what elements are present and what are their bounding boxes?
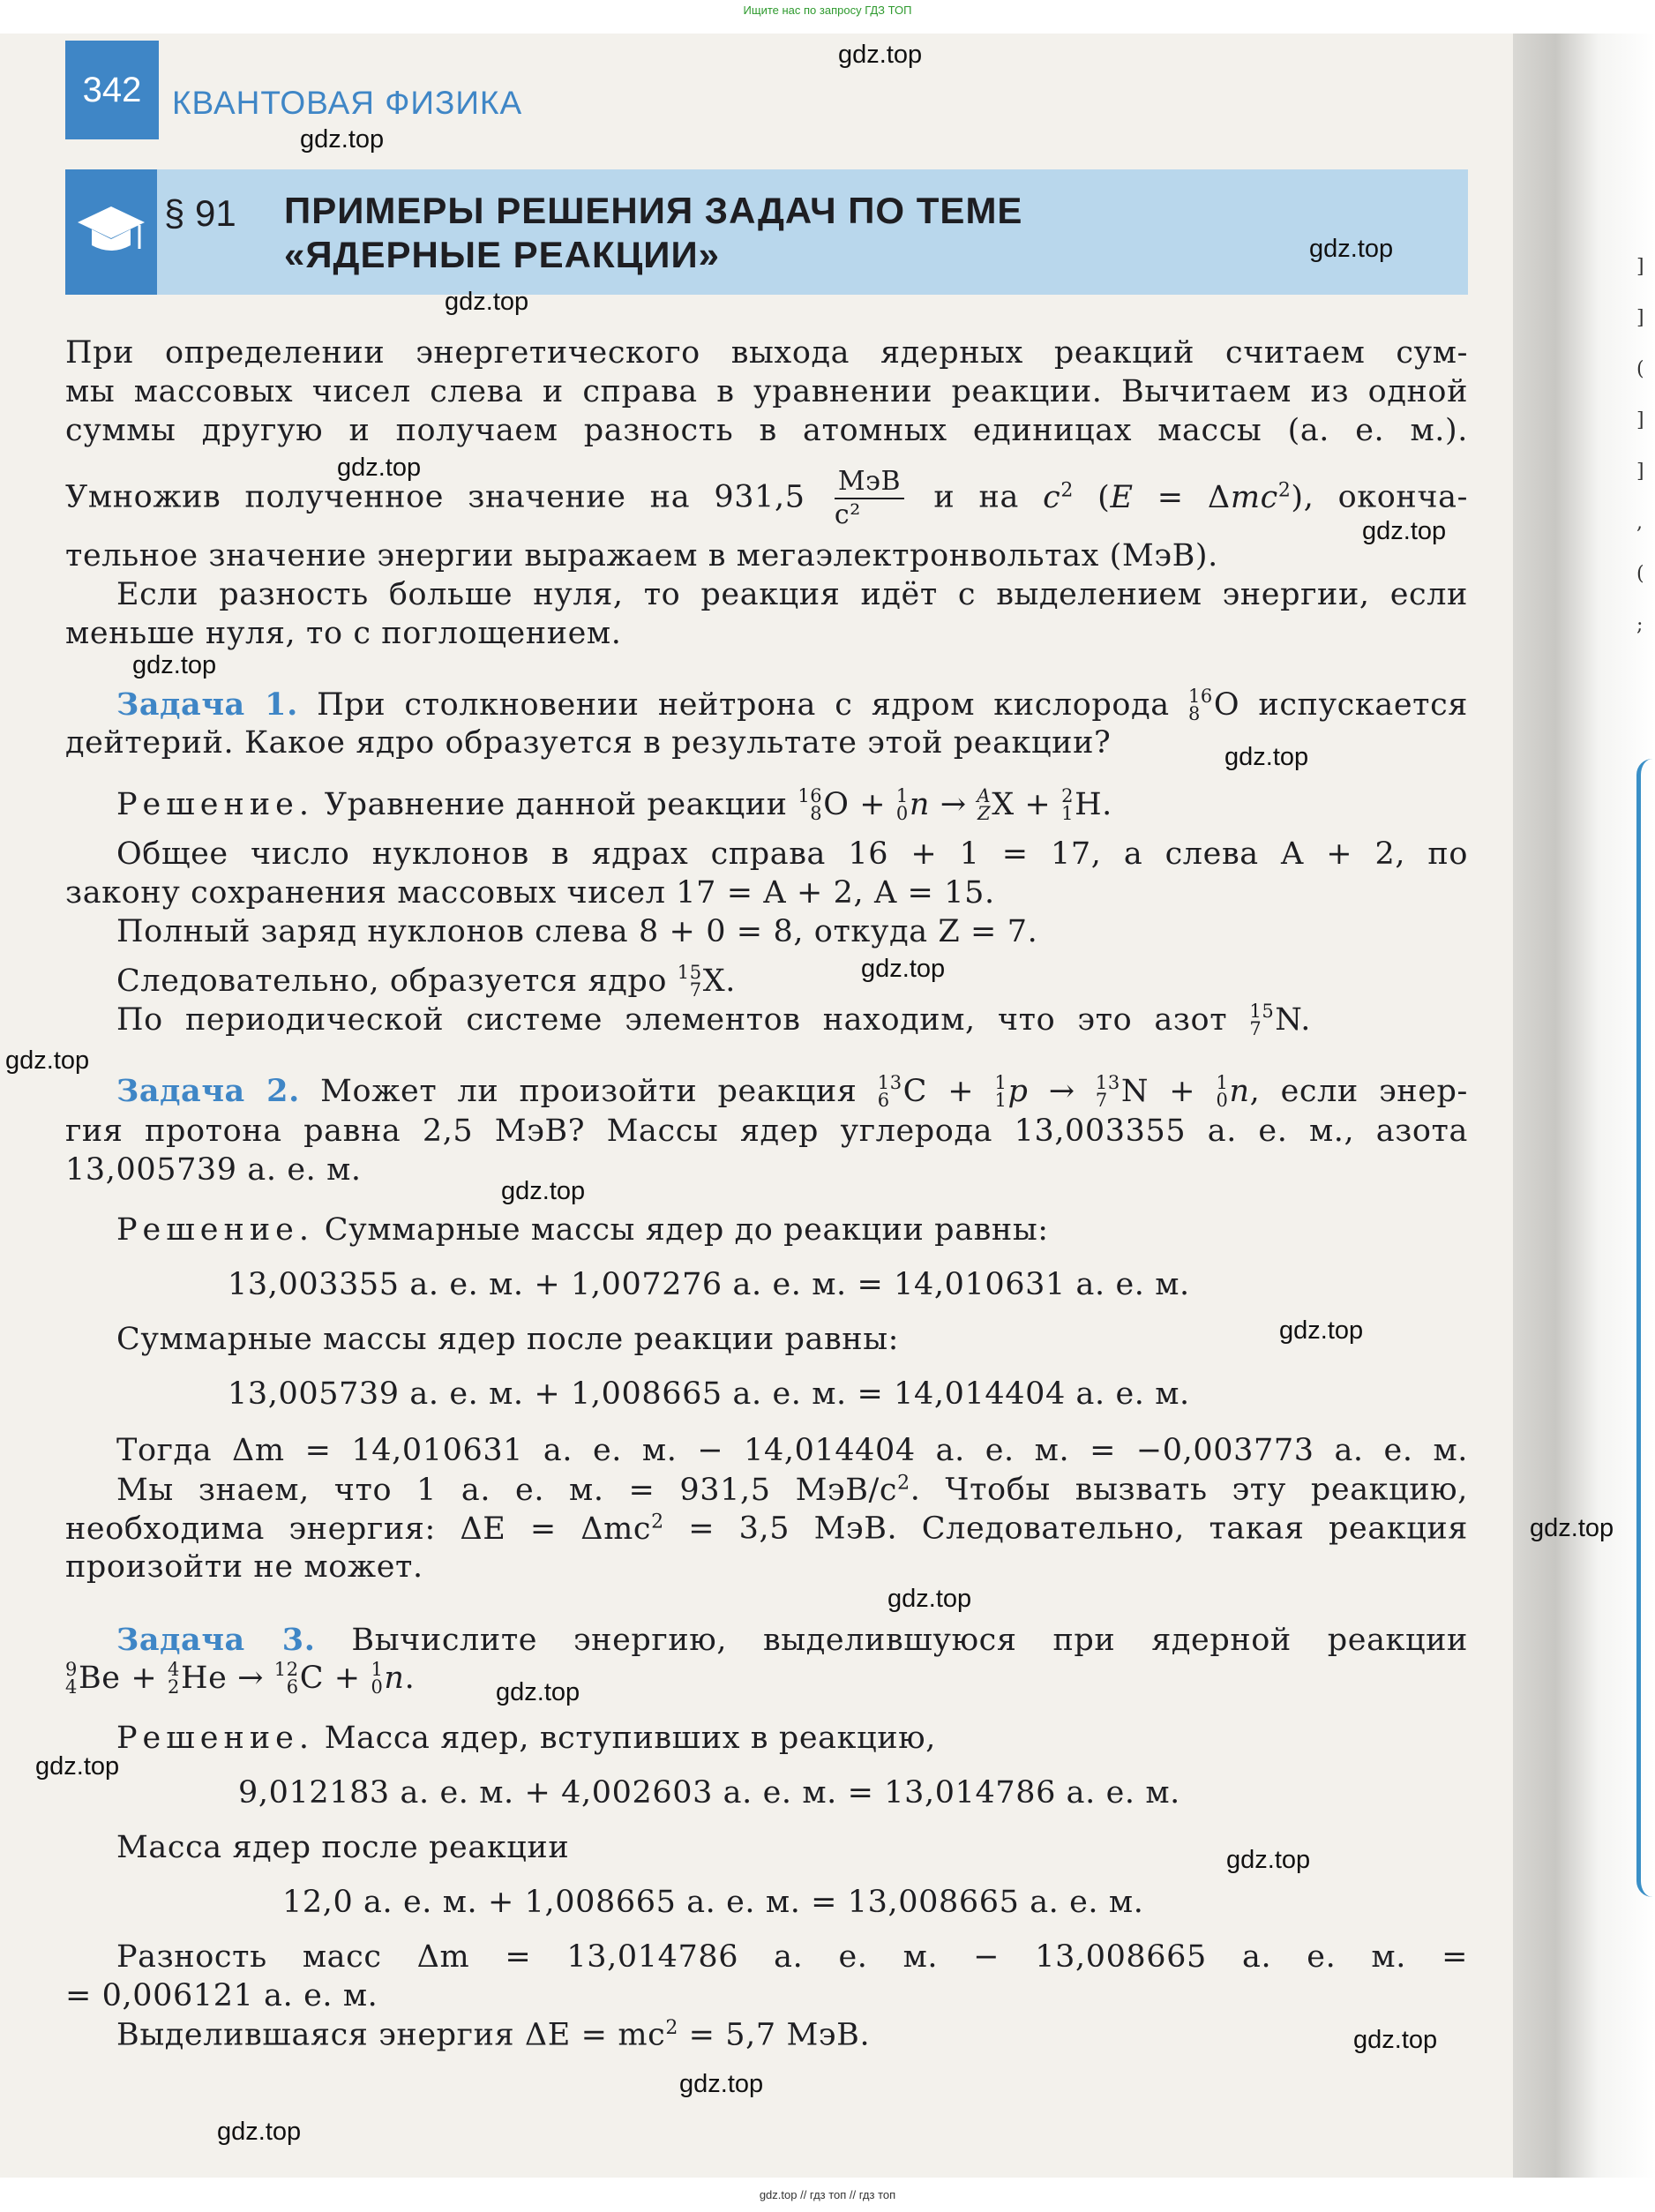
- task2-text-end: если энер-: [1280, 1074, 1468, 1109]
- task3-sol-line-3: Разность масс Δm = 13,014786 а. е. м. − 13,008665 а. е. м. =: [116, 1939, 1468, 1975]
- intro-line-4-start: Умножив полученное значение на 931,5: [65, 479, 805, 515]
- chapter-title: КВАНТОВАЯ ФИЗИКА: [172, 85, 523, 121]
- task2-sol-line-5: [65, 1511, 1468, 1547]
- intro-line-4-end: , оконча-: [1303, 479, 1468, 515]
- task3-sol-line-5-end: = 5,7 МэВ.: [678, 2017, 871, 2053]
- intro-line-1: При определении энергетического выхода ядерных реакций считаем сум-: [65, 335, 1468, 371]
- task2-sol-line-6: произойти не может.: [65, 1549, 423, 1585]
- bottom-banner[interactable]: gdz.top // гдз топ // гдз топ: [759, 2188, 896, 2201]
- watermark: gdz.top: [679, 2070, 764, 2098]
- watermark: gdz.top: [861, 955, 946, 983]
- fraction-numerator: МэВ: [835, 466, 904, 499]
- watermark: gdz.top: [5, 1046, 90, 1075]
- watermark: gdz.top: [1362, 517, 1447, 545]
- task2-line-2: гия протона равна 2,5 МэВ? Массы ядер углерода 13,003355 а. е. м., азота: [65, 1113, 1468, 1149]
- watermark: gdz.top: [1353, 2026, 1438, 2054]
- task1-text-end: испускается: [1258, 687, 1468, 723]
- intro-line-5: тельное значение энергии выражаем в мегаэлектронвольтах (МэВ).: [65, 538, 1218, 574]
- task1-sol-line-1: Общее число нуклонов в ядрах справа 16 + 1 = 17, а слева A + 2, по: [116, 836, 1468, 872]
- task3-solution-text: Масса ядер, вступивших в реакцию,: [324, 1721, 936, 1756]
- fraction-denominator: c²: [834, 499, 861, 530]
- watermark: gdz.top: [838, 41, 923, 69]
- watermark: gdz.top: [132, 651, 217, 679]
- task2-text: Может ли произойти реакция: [320, 1074, 857, 1109]
- task3-equation-1: 9,012183 а. е. м. + 4,002603 а. е. м. = 13,014786 а. е. м.: [238, 1775, 1180, 1811]
- task2-equation-1: 13,003355 а. е. м. + 1,007276 а. е. м. = 14,010631 а. е. м.: [228, 1267, 1190, 1302]
- task1-sol-line-4: [116, 961, 736, 1001]
- task2-equation-2: 13,005739 а. е. м. + 1,008665 а. е. м. = 14,014404 а. е. м.: [228, 1376, 1190, 1412]
- task3-equation-2: 12,0 а. е. м. + 1,008665 а. е. м. = 13,008665 а. е. м.: [282, 1885, 1144, 1920]
- task1-sol-line-4-text: Следовательно, образуется ядро: [116, 964, 668, 999]
- intro-line-2: мы массовых чисел слева и справа в уравнении реакции. Вычитаем из одной: [65, 374, 1468, 409]
- watermark: gdz.top: [1224, 743, 1309, 771]
- task3-line-1: [116, 1622, 1468, 1658]
- task3-solution-line: [116, 1721, 936, 1756]
- task2-solution-label: Решение.: [116, 1212, 315, 1248]
- watermark: gdz.top: [1309, 235, 1394, 263]
- task2-sol-line-5-end: = 3,5 МэВ. Следовательно, такая реакция: [663, 1511, 1468, 1547]
- task2-sol-line-4-end: . Чтобы вызвать эту реакцию,: [910, 1472, 1468, 1508]
- task1-sol-line-5-text: По периодической системе элементов находим, что это азот: [116, 1002, 1228, 1038]
- page-number: 342: [65, 41, 159, 139]
- watermark: gdz.top: [1279, 1316, 1364, 1345]
- section-number: § 91: [164, 192, 236, 234]
- task1-solution-text: Уравнение данной реакции: [324, 787, 788, 822]
- intro-line-3: суммы другую и получаем разность в атомных единицах массы (а. е. м.).: [65, 413, 1468, 448]
- watermark: gdz.top: [337, 454, 422, 482]
- task3-sol-line-2: Масса ядер после реакции: [116, 1830, 570, 1865]
- task3-text: Вычислите энергию, выделившуюся при ядерной реакции: [351, 1623, 1468, 1658]
- section-title-line1: ПРИМЕРЫ РЕШЕНИЯ ЗАДАЧ ПО ТЕМЕ: [284, 190, 1023, 231]
- task3-label: Задача 3.: [116, 1622, 316, 1658]
- task2-solution-text: Суммарные массы ядер до реакции равны:: [324, 1212, 1049, 1248]
- watermark: gdz.top: [1226, 1846, 1311, 1874]
- oxygen-16-nucleus: 16 8 O: [1187, 685, 1240, 724]
- task2-sol-line-5-start: необходима энергия: ΔE = Δmc$^2$: [65, 1511, 664, 1547]
- intro-line-4-mid: и на: [933, 479, 1019, 515]
- intro-line-7: меньше нуля, то с поглощением.: [65, 616, 622, 651]
- nitrogen-15-nucleus: 15 7 N.: [1249, 1000, 1311, 1039]
- task1-solution-label: Решение.: [116, 787, 315, 822]
- watermark: gdz.top: [1530, 1514, 1614, 1542]
- watermark: gdz.top: [496, 1678, 580, 1706]
- watermark: gdz.top: [35, 1752, 120, 1781]
- graduation-cap-icon: [65, 169, 157, 295]
- intro-line-6: Если разность больше нуля, то реакция идёт с выделением энергии, если: [116, 577, 1468, 612]
- task2-label: Задача 2.: [116, 1073, 300, 1109]
- task2-sol-line-5-text: необходима энергия: ΔE = Δmc: [65, 1511, 652, 1547]
- task1-reaction-equation: 16 8 O + 1 0 n → A Z X + 2 1 H.: [798, 784, 1112, 824]
- intro-line-4: [65, 466, 1468, 531]
- watermark: gdz.top: [887, 1585, 972, 1613]
- section-title-line2: «ЯДЕРНЫЕ РЕАКЦИИ»: [284, 234, 721, 275]
- page-edge: [1513, 34, 1655, 2178]
- side-bracket: [1636, 759, 1655, 1897]
- top-banner[interactable]: Ищите нас по запросу ГДЗ ТОП: [743, 4, 912, 17]
- formula-emc2: $c^2$ (E = Δmc$^2$): [1043, 478, 1304, 515]
- task1-sol-line-2: закону сохранения массовых чисел 17 = A + 2, A = 15.: [65, 875, 995, 911]
- task2-sol-line-4-text: Мы знаем, что 1 а. е. м. = 931,5 МэВ/c: [116, 1472, 898, 1508]
- section-title: [284, 189, 1022, 277]
- task1-sol-line-5: [116, 1002, 1311, 1039]
- task3-reaction-equation: 9 4 Be + 4 2 He → 12 6 C + 1 0 n.: [65, 1658, 416, 1698]
- task2-line-1: [116, 1073, 1468, 1111]
- task2-sol-line-4-start: Мы знаем, что 1 а. е. м. = 931,5 МэВ/$c^2$: [116, 1472, 910, 1508]
- next-page-edge-marks: ] ] ( ] ] , ( ;: [1636, 256, 1644, 636]
- watermark: gdz.top: [445, 288, 529, 316]
- task3-sol-line-5: Выделившаяся энергия $\Delta E = mc^2 = 5,7$ МэВ.: [116, 2017, 871, 2053]
- task1-sol-line-3: Полный заряд нуклонов слева 8 + 0 = 8, откуда Z = 7.: [116, 914, 1038, 949]
- task2-reaction-equation: 13 6 C + 1 1 p → 13 7 N + 1 0 n,: [877, 1071, 1261, 1111]
- task1-line-2: дейтерий. Какое ядро образуется в результате этой реакции?: [65, 725, 1112, 761]
- watermark: gdz.top: [300, 125, 385, 154]
- task2-sol-line-4: [116, 1472, 1468, 1508]
- watermark: gdz.top: [217, 2118, 302, 2146]
- watermark: gdz.top: [501, 1177, 586, 1205]
- task1-label: Задача 1.: [116, 686, 298, 723]
- task1-solution-line: [116, 784, 1112, 824]
- task1-line-1: [116, 686, 1468, 724]
- mev-per-c2-fraction: [835, 466, 904, 531]
- task3-sol-line-4: = 0,006121 а. е. м.: [65, 1978, 378, 2013]
- task1-text: При столкновении нейтрона с ядром кислорода: [317, 687, 1170, 723]
- task2-sol-line-3: Тогда Δm = 14,010631 а. е. м. − 14,014404 а. е. м. = −0,003773 а. е. м.: [116, 1433, 1468, 1468]
- task2-sol-line-2: Суммарные массы ядер после реакции равны:: [116, 1322, 900, 1357]
- x-15-7-nucleus: 15 7 X.: [677, 961, 736, 1001]
- task3-solution-label: Решение.: [116, 1721, 315, 1756]
- task2-solution-line: [116, 1212, 1049, 1248]
- task2-line-3: 13,005739 а. е. м.: [65, 1152, 362, 1188]
- task3-sol-line-5-text: Выделившаяся энергия ΔE = mc: [116, 2017, 666, 2053]
